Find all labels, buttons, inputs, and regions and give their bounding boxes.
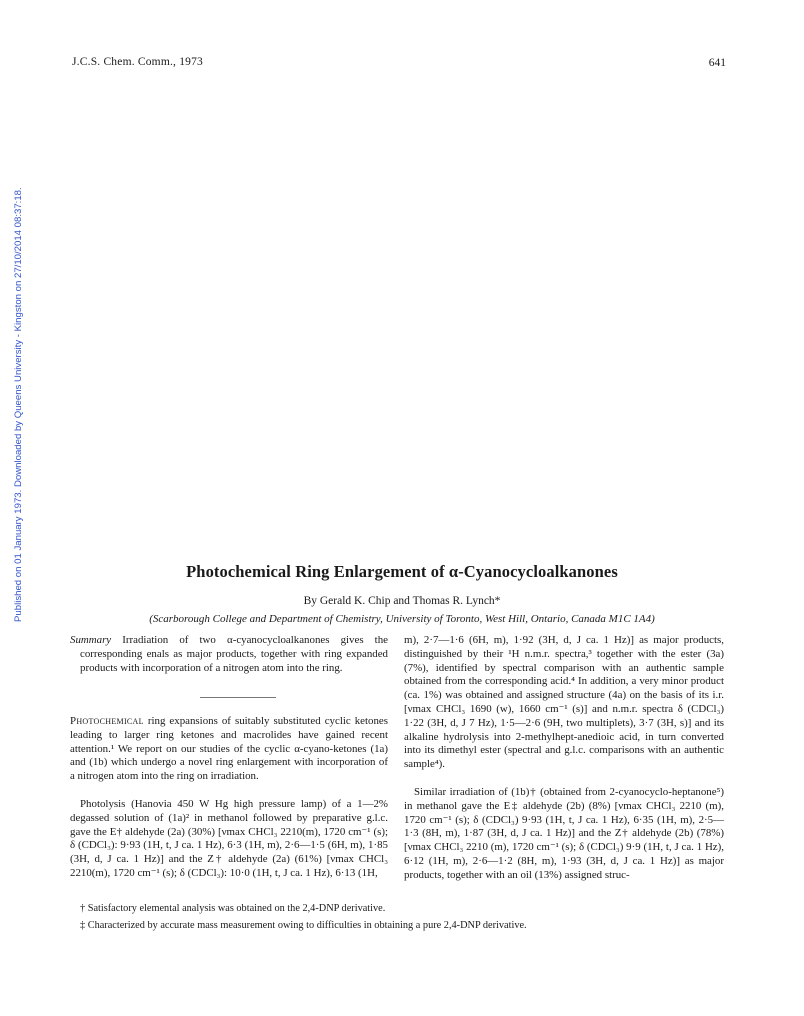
article-byline: By Gerald K. Chip and Thomas R. Lynch* <box>303 595 501 607</box>
para3-text: m), 2·7—1·6 (6H, m), 1·92 (3H, d, J ca. 1 Hz)] as major products, distinguished by their ¹H n.m.r. spectra,³ together with the ester (3a) (7%), identified by spectral comparison with an authentic sample obtained from the corresponding acid.⁴ In addition, a very minor product (ca. 1%) was obtained and assigned structure (4a) on the basis of its i.r. [νmax CHCl₃ 1690 (w), 1660 cm⁻¹ (s)] and n.m.r. spectra δ (CDCl₃) 1·22 (3H, d, J 7 Hz), 1·5—2·6 (9H, two multiplets), 3·7 (3H, s)] and its alkaline hydrolysis into 2-methylhept-anedioic acid, in turn converted into its dimethyl ester (spectral and g.l.c. comparisons with an authentic sample⁴). <box>404 634 724 771</box>
body-paragraph-2 <box>70 798 388 881</box>
lead-word: Photochemical <box>70 715 144 727</box>
para4-text: Similar irradiation of (1b)† (obtained from 2-cyanocyclo-heptanone⁵) in methanol gave the E‡ aldehyde (2b) (8%) [νmax CHCl₃ 2210 (m), 1720 cm⁻¹ (s); δ (CDCl₃) 9·93 (1H, t, J ca. 1 Hz), 6·35 (1H, m), 2·5—1·3 (8H, m), 1·87 (3H, d, J ca. 1 Hz)] and the Z† aldehyde (2b) (78%) [νmax CHCl₃ 2210 (m), 1720 cm⁻¹ (s); δ (CDCl₃) 9·9 (1H, t, J ca. 1 Hz), 6·12 (1H, m), 2·6—1·2 (8H, m), 1·93 (3H, d, J ca. 1 Hz)] as major products, together with an oil (13%) assigned struc- <box>404 786 724 881</box>
page-number: 641 <box>708 57 726 69</box>
body-paragraph-1 <box>70 715 388 784</box>
para2-text: Photolysis (Hanovia 450 W Hg high pressure lamp) of a 1—2% degassed solution of (1a)² in methanol followed by preparative g.l.c. gave the E† aldehyde (2a) (30%) [νmax CHCl₃ 2210(m), 1720 cm⁻¹ (s); δ (CDCl₃): 9·93 (1H, t, J ca. 1 Hz), 6·3 (1H, m), 2·6—1·5 (6H, m), 1·85 (3H, d, J ca. 1 Hz)] and the Z† aldehyde (2a) (61%) [νmax CHCl₃ 2210(m), 1720 cm⁻¹ (s); δ (CDCl₃): 10·0 (1H, t, J ca. 1 Hz), 6·13 (1H, <box>70 798 388 879</box>
body-paragraph-3 <box>404 634 724 772</box>
body-paragraph-4 <box>404 786 724 883</box>
footnote-double-dagger: ‡ Characterized by accurate mass measurement owing to difficulties in obtaining a pure 2,4-DNP derivative. <box>80 920 527 931</box>
article-affiliation: (Scarborough College and Department of Chemistry, University of Toronto, West Hill, Ontario, Canada M1C 1A4) <box>149 613 655 625</box>
summary-text: Irradiation of two α-cyanocycloalkanones gives the corresponding enals as major products, together with ring expanded products with incorporation of a nitrogen atom into the ring. <box>80 634 388 674</box>
para1-text: ring expansions of suitably substituted cyclic ketones leading to larger ring ketones and macrolides have gained recent attention.¹ We report on our studies of the cyclic α-cyano-ketones (1a) and (1b) which undergo a novel ring enlargement with incorporation of a nitrogen atom into the ring on irradiation. <box>70 715 388 783</box>
journal-header: J.C.S. Chem. Comm., 1973 <box>72 56 203 68</box>
article-title: Photochemical Ring Enlargement of α-Cyanocycloalkanones <box>186 562 618 581</box>
footnote-dagger: † Satisfactory elemental analysis was obtained on the 2,4-DNP derivative. <box>80 903 386 914</box>
section-divider <box>200 697 276 698</box>
summary-label: Summary <box>70 634 112 646</box>
summary-block <box>70 634 388 675</box>
download-watermark[interactable]: Published on 01 January 1973. Downloaded by Queens University - Kingston on 27/10/2014 08:37:18. <box>13 187 24 622</box>
